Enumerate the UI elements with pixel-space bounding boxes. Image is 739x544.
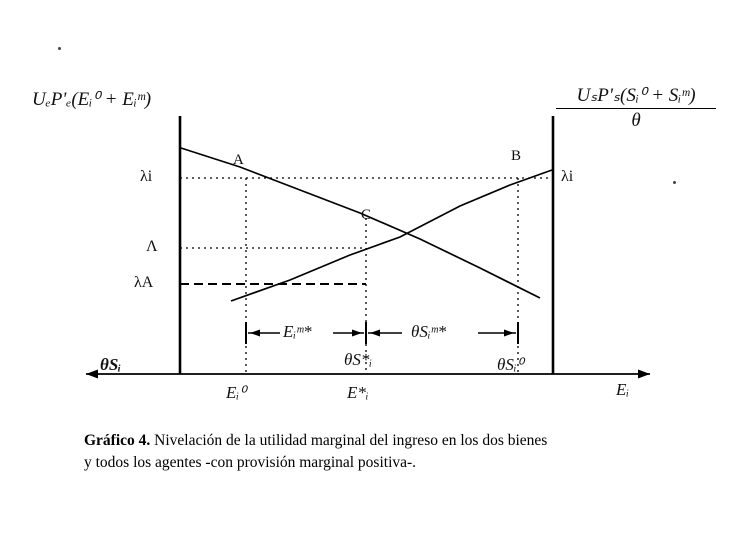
x-axis-label-right-text: Eᵢ bbox=[616, 380, 630, 399]
point-label-text: C bbox=[361, 207, 372, 223]
point-label-C bbox=[361, 207, 371, 224]
segment-label-theta-Sm bbox=[411, 322, 446, 342]
x-tick-label-E-i-0 bbox=[226, 383, 246, 403]
scan-speck bbox=[58, 47, 61, 50]
caption-line-1: Nivelación de la utilidad marginal del ingreso en los dos bienes bbox=[154, 432, 548, 449]
x-axis-label-left bbox=[100, 355, 121, 375]
scan-speck bbox=[673, 181, 676, 184]
x-axis-label-right bbox=[616, 380, 629, 400]
y-tick-label-lambda-i bbox=[140, 168, 152, 186]
left-axis-expression-text: UₑP'ₑ(Eᵢ⁰ + Eᵢᵐ) bbox=[32, 89, 152, 110]
x-tick-label-E-i-star bbox=[347, 383, 369, 403]
right-axis-arrow bbox=[638, 370, 650, 379]
x-tick-text: θSᵢ⁰ bbox=[497, 355, 524, 374]
point-label-text: A bbox=[233, 152, 244, 168]
point-label-text: B bbox=[511, 148, 522, 164]
y-tick-text: λA bbox=[134, 274, 154, 291]
caption-bold-prefix: Gráfico 4. bbox=[84, 432, 151, 449]
segment-label-theta-S-star bbox=[344, 350, 372, 370]
point-label-A bbox=[233, 152, 244, 169]
right-axis-expression bbox=[556, 84, 716, 132]
x-tick-label-theta-S-i-0 bbox=[497, 355, 523, 375]
figure-caption bbox=[84, 430, 684, 475]
segment-label-text: θSᵢᵐ* bbox=[411, 322, 447, 341]
y-tick-label-lambda-A bbox=[134, 274, 153, 292]
x-tick-text: E*ᵢ bbox=[347, 383, 369, 402]
y-tick-text: Λ bbox=[146, 238, 158, 255]
x-tick-text: Eᵢ⁰ bbox=[226, 383, 246, 402]
caption-line-2: y todos los agentes -con provisión marginal positiva-. bbox=[84, 454, 417, 472]
segment-label-text: θS*ᵢ bbox=[344, 350, 373, 369]
y-tick-text: λi bbox=[140, 168, 153, 185]
right-axis-expression-denominator: θ bbox=[556, 108, 716, 132]
y-tick-label-lambda-i-right bbox=[561, 168, 573, 186]
bracket-arrow-left-out bbox=[352, 330, 362, 337]
bracket-arrow-left-in bbox=[250, 330, 260, 337]
left-axis-expression bbox=[32, 88, 151, 111]
right-axis-expression-numerator: UₛP'ₛ(Sᵢ⁰ + Sᵢᵐ) bbox=[576, 85, 696, 106]
y-tick-label-lambda-upper bbox=[146, 238, 158, 256]
x-axis-label-left-text: θSᵢ bbox=[100, 355, 122, 374]
bracket-arrow-right-out bbox=[504, 330, 514, 337]
segment-label-Em bbox=[283, 322, 312, 342]
bracket-arrow-right-in bbox=[370, 330, 380, 337]
upward-curve bbox=[231, 170, 552, 301]
left-axis-arrow bbox=[86, 370, 98, 379]
y-tick-text: λi bbox=[561, 168, 574, 185]
point-label-B bbox=[511, 148, 521, 165]
segment-label-text: Eᵢᵐ* bbox=[283, 322, 312, 341]
